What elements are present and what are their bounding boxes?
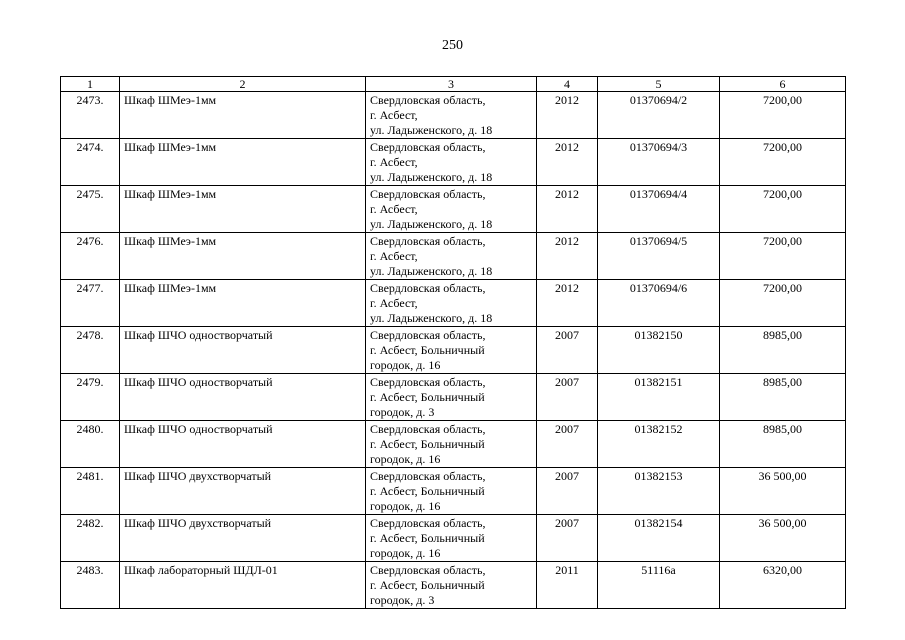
table-row — [61, 186, 846, 233]
item-address — [366, 468, 537, 515]
table-row — [61, 327, 846, 374]
table-row — [61, 515, 846, 562]
item-year: 2007 — [537, 327, 598, 374]
item-year: 2007 — [537, 374, 598, 421]
row-number: 2478. — [61, 327, 120, 374]
column-header-6: 6 — [720, 77, 846, 92]
address-line: Свердловская область, — [370, 516, 486, 530]
item-address — [366, 374, 537, 421]
item-name: Шкаф ШМеэ-1мм — [120, 92, 366, 139]
address-line: г. Асбест, — [370, 155, 418, 169]
address-line: г. Асбест, — [370, 108, 418, 122]
header-row — [61, 77, 846, 92]
item-name: Шкаф ШМеэ-1мм — [120, 233, 366, 280]
item-name: Шкаф ШЧО одностворчатый — [120, 327, 366, 374]
item-cost: 8985,00 — [720, 327, 846, 374]
row-number: 2479. — [61, 374, 120, 421]
item-year: 2007 — [537, 468, 598, 515]
address-line: г. Асбест, Больничный — [370, 578, 485, 592]
address-line: г. Асбест, — [370, 202, 418, 216]
item-cost: 7200,00 — [720, 92, 846, 139]
address-line: Свердловская область, — [370, 281, 486, 295]
row-number: 2483. — [61, 562, 120, 609]
column-header-4: 4 — [537, 77, 598, 92]
inventory-number: 01382154 — [598, 515, 720, 562]
item-address — [366, 233, 537, 280]
item-name: Шкаф лабораторный ШДЛ-01 — [120, 562, 366, 609]
item-address — [366, 421, 537, 468]
inventory-number: 01382151 — [598, 374, 720, 421]
inventory-number: 01370694/4 — [598, 186, 720, 233]
item-address — [366, 280, 537, 327]
item-year: 2012 — [537, 92, 598, 139]
table-row — [61, 468, 846, 515]
row-number: 2481. — [61, 468, 120, 515]
property-registry-table — [60, 76, 846, 609]
row-number: 2474. — [61, 139, 120, 186]
address-line: ул. Ладыженского, д. 18 — [370, 217, 493, 231]
address-line: ул. Ладыженского, д. 18 — [370, 264, 493, 278]
row-number: 2475. — [61, 186, 120, 233]
address-line: Свердловская область, — [370, 469, 486, 483]
item-name: Шкаф ШМеэ-1мм — [120, 139, 366, 186]
address-line: Свердловская область, — [370, 187, 486, 201]
item-cost: 8985,00 — [720, 421, 846, 468]
address-line: Свердловская область, — [370, 140, 486, 154]
table-row — [61, 562, 846, 609]
address-line: Свердловская область, — [370, 93, 486, 107]
address-line: Свердловская область, — [370, 328, 486, 342]
address-line: Свердловская область, — [370, 422, 486, 436]
item-year: 2012 — [537, 139, 598, 186]
item-address — [366, 515, 537, 562]
address-line: г. Асбест, Больничный — [370, 390, 485, 404]
address-line: ул. Ладыженского, д. 18 — [370, 170, 493, 184]
address-line: ул. Ладыженского, д. 18 — [370, 311, 493, 325]
address-line: Свердловская область, — [370, 563, 486, 577]
table-row — [61, 233, 846, 280]
row-number: 2480. — [61, 421, 120, 468]
address-line: Свердловская область, — [370, 234, 486, 248]
address-line: г. Асбест, Больничный — [370, 343, 485, 357]
inventory-number: 01370694/6 — [598, 280, 720, 327]
address-line: г. Асбест, — [370, 296, 418, 310]
inventory-number: 01382153 — [598, 468, 720, 515]
inventory-number: 01370694/2 — [598, 92, 720, 139]
inventory-number: 01382150 — [598, 327, 720, 374]
inventory-number: 01382152 — [598, 421, 720, 468]
item-name: Шкаф ШМеэ-1мм — [120, 280, 366, 327]
table-row — [61, 92, 846, 139]
item-address — [366, 186, 537, 233]
item-address — [366, 327, 537, 374]
item-cost: 7200,00 — [720, 280, 846, 327]
address-line: г. Асбест, Больничный — [370, 484, 485, 498]
item-address — [366, 92, 537, 139]
table-row — [61, 139, 846, 186]
page-number: 250 — [442, 38, 463, 53]
address-line: городок, д. 16 — [370, 452, 441, 466]
item-year: 2011 — [537, 562, 598, 609]
row-number: 2476. — [61, 233, 120, 280]
address-line: городок, д. 16 — [370, 358, 441, 372]
column-header-2: 2 — [120, 77, 366, 92]
address-line: Свердловская область, — [370, 375, 486, 389]
address-line: г. Асбест, Больничный — [370, 437, 485, 451]
item-address — [366, 139, 537, 186]
column-header-3: 3 — [366, 77, 537, 92]
address-line: ул. Ладыженского, д. 18 — [370, 123, 493, 137]
item-name: Шкаф ШЧО одностворчатый — [120, 374, 366, 421]
item-cost: 36 500,00 — [720, 468, 846, 515]
row-number: 2482. — [61, 515, 120, 562]
table-row — [61, 374, 846, 421]
address-line: г. Асбест, — [370, 249, 418, 263]
item-name: Шкаф ШЧО двухстворчатый — [120, 468, 366, 515]
item-cost: 7200,00 — [720, 139, 846, 186]
address-line: городок, д. 3 — [370, 405, 435, 419]
column-header-1: 1 — [61, 77, 120, 92]
inventory-number: 01370694/3 — [598, 139, 720, 186]
address-line: городок, д. 3 — [370, 593, 435, 607]
item-year: 2012 — [537, 233, 598, 280]
table-row — [61, 280, 846, 327]
table-row — [61, 421, 846, 468]
item-name: Шкаф ШЧО одностворчатый — [120, 421, 366, 468]
item-cost: 36 500,00 — [720, 515, 846, 562]
address-line: городок, д. 16 — [370, 546, 441, 560]
item-year: 2007 — [537, 515, 598, 562]
item-cost: 8985,00 — [720, 374, 846, 421]
item-name: Шкаф ШЧО двухстворчатый — [120, 515, 366, 562]
item-year: 2012 — [537, 186, 598, 233]
address-line: городок, д. 16 — [370, 499, 441, 513]
item-cost: 7200,00 — [720, 186, 846, 233]
item-cost: 7200,00 — [720, 233, 846, 280]
item-year: 2012 — [537, 280, 598, 327]
item-year: 2007 — [537, 421, 598, 468]
inventory-number: 01370694/5 — [598, 233, 720, 280]
row-number: 2473. — [61, 92, 120, 139]
item-cost: 6320,00 — [720, 562, 846, 609]
row-number: 2477. — [61, 280, 120, 327]
address-line: г. Асбест, Больничный — [370, 531, 485, 545]
inventory-number: 51116а — [598, 562, 720, 609]
item-address — [366, 562, 537, 609]
column-header-5: 5 — [598, 77, 720, 92]
item-name: Шкаф ШМеэ-1мм — [120, 186, 366, 233]
